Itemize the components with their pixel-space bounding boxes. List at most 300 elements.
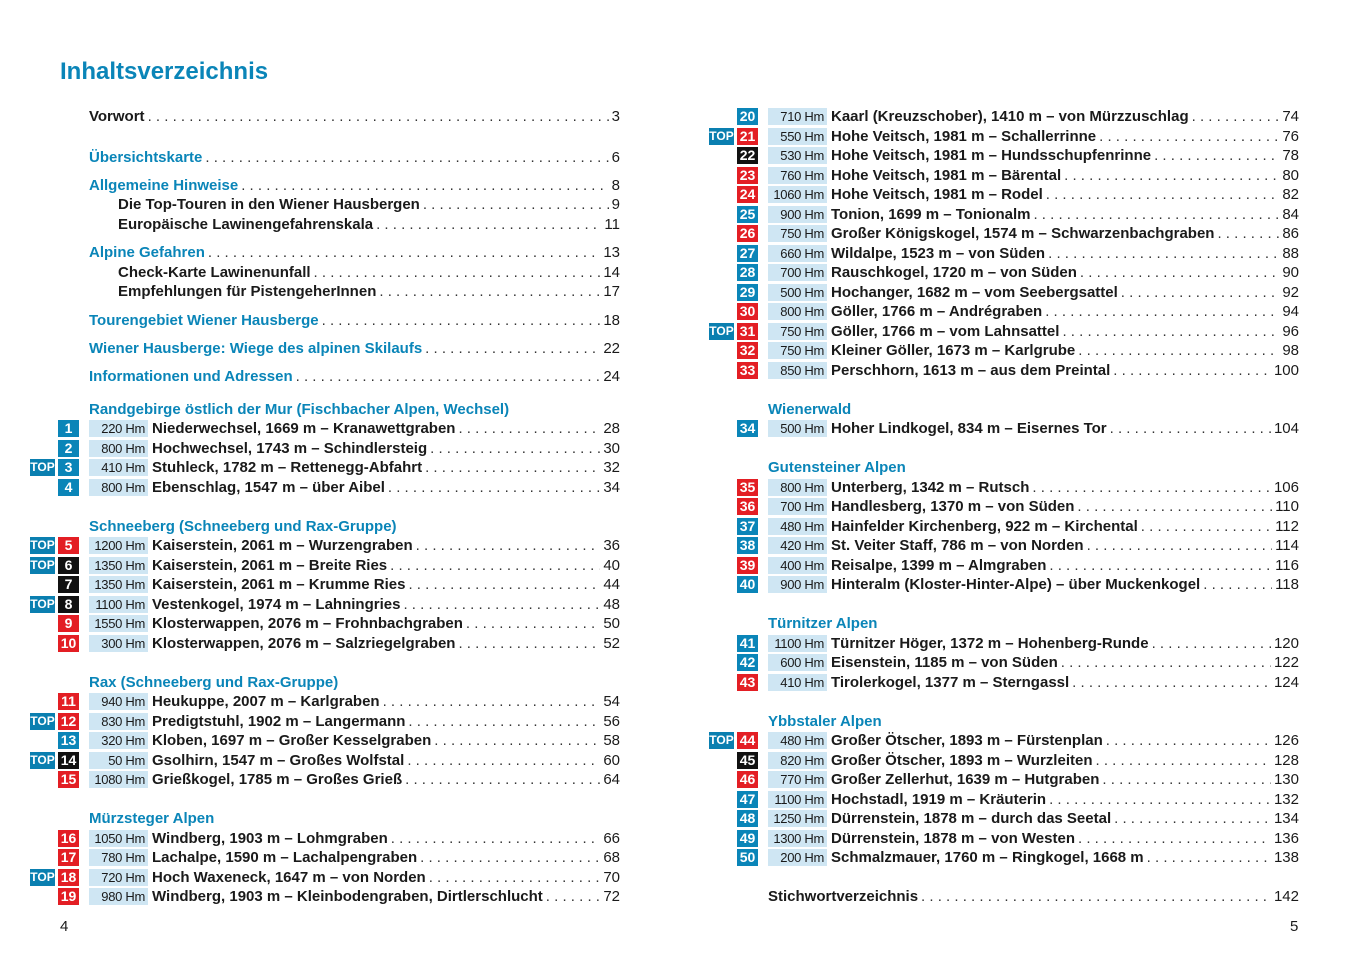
dot-leader xyxy=(1080,263,1279,282)
entry-leader xyxy=(118,263,620,282)
tour-entry[interactable] xyxy=(152,439,620,458)
dot-leader xyxy=(434,731,600,750)
entry-page: 9 xyxy=(611,196,620,213)
dot-leader xyxy=(1203,575,1272,594)
dot-leader xyxy=(1064,166,1279,185)
entry-page: 58 xyxy=(603,732,620,749)
dot-leader xyxy=(425,458,600,477)
elevation-gain-badge: 800 Hm xyxy=(89,479,148,496)
entry-leader xyxy=(831,127,1299,146)
entry-title: Ebenschlag, 1547 m – über Aibel xyxy=(152,479,385,496)
intro-entry[interactable] xyxy=(89,367,620,386)
entry-title: Heukuppe, 2007 m – Karlgraben xyxy=(152,693,380,710)
tour-entry[interactable] xyxy=(831,829,1299,848)
tour-number-badge: 46 xyxy=(737,771,758,788)
tour-number-badge: 8 xyxy=(58,596,79,613)
tour-number-badge: 21 xyxy=(737,128,758,145)
entry-title: Informationen und Adressen xyxy=(89,368,293,385)
entry-leader xyxy=(831,166,1299,185)
intro-entry[interactable] xyxy=(118,263,620,282)
dot-leader xyxy=(379,282,600,301)
entry-leader xyxy=(768,887,1299,906)
entry-title: Alpine Gefahren xyxy=(89,244,205,261)
tour-number-badge: 23 xyxy=(737,167,758,184)
entry-page: 6 xyxy=(611,149,620,166)
tour-number-badge: 32 xyxy=(737,342,758,359)
entry-leader xyxy=(152,575,620,594)
tour-entry[interactable] xyxy=(831,302,1299,321)
entry-page: 92 xyxy=(1282,284,1299,301)
entry-page: 3 xyxy=(611,108,620,125)
dot-leader xyxy=(416,536,601,555)
entry-title: Tourengebiet Wiener Hausberge xyxy=(89,312,319,329)
dot-leader xyxy=(1106,731,1271,750)
tour-entry[interactable] xyxy=(152,536,620,555)
tour-entry[interactable] xyxy=(831,809,1299,828)
entry-page: 78 xyxy=(1282,147,1299,164)
elevation-gain-badge: 980 Hm xyxy=(89,888,148,905)
entry-title: Rauschkogel, 1720 m – von Süden xyxy=(831,264,1077,281)
entry-leader xyxy=(152,634,620,653)
entry-leader xyxy=(831,497,1299,516)
entry-page: 18 xyxy=(603,312,620,329)
entry-title: Dürrenstein, 1878 m – durch das Seetal xyxy=(831,810,1112,827)
entry-leader xyxy=(831,673,1299,692)
entry-title: Kaarl (Kreuzschober), 1410 m – von Mürzzuschlag xyxy=(831,108,1189,125)
tour-number-badge: 11 xyxy=(58,693,79,710)
intro-entry[interactable] xyxy=(118,195,620,214)
tour-entry[interactable] xyxy=(152,419,620,438)
dot-leader xyxy=(322,311,601,330)
dot-leader xyxy=(1033,205,1279,224)
tour-number-badge: 42 xyxy=(737,654,758,671)
tour-entry[interactable] xyxy=(831,361,1299,380)
tour-entry[interactable] xyxy=(831,185,1299,204)
entry-title: Kleiner Göller, 1673 m – Karlgrube xyxy=(831,342,1076,359)
dot-leader xyxy=(1102,770,1271,789)
page-number-right: 5 xyxy=(1290,918,1299,935)
tour-entry[interactable] xyxy=(831,224,1299,243)
entry-page: 120 xyxy=(1273,635,1299,652)
entry-leader xyxy=(89,148,620,167)
tour-entry[interactable] xyxy=(831,283,1299,302)
tour-entry[interactable] xyxy=(152,751,620,770)
entry-page: 32 xyxy=(603,459,620,476)
elevation-gain-badge: 820 Hm xyxy=(768,752,827,769)
elevation-gain-badge: 700 Hm xyxy=(768,264,827,281)
entry-leader xyxy=(831,419,1299,438)
entry-title: Wiener Hausberge: Wiege des alpinen Skilaufs xyxy=(89,340,423,357)
tour-number-badge: 25 xyxy=(737,206,758,223)
tour-number-badge: 17 xyxy=(58,849,79,866)
tour-number-badge: 10 xyxy=(58,635,79,652)
entry-page: 130 xyxy=(1273,771,1299,788)
entry-title: Hoher Lindkogel, 834 m – Eisernes Tor xyxy=(831,420,1107,437)
intro-entry[interactable] xyxy=(89,176,620,195)
entry-leader xyxy=(831,224,1299,243)
tour-number-badge: 2 xyxy=(58,440,79,457)
tour-number-badge: 26 xyxy=(737,225,758,242)
dot-leader xyxy=(1046,185,1280,204)
dot-leader xyxy=(391,829,601,848)
section-heading: Ybbstaler Alpen xyxy=(768,713,882,730)
entry-page: 64 xyxy=(603,771,620,788)
entry-title: Lachalpe, 1590 m – Lachalpengraben xyxy=(152,849,418,866)
top-badge: TOP xyxy=(30,460,55,474)
tour-number-badge: 33 xyxy=(737,362,758,379)
entry-leader xyxy=(152,829,620,848)
intro-entry[interactable] xyxy=(118,282,620,301)
tour-entry[interactable] xyxy=(152,731,620,750)
tour-entry[interactable] xyxy=(831,205,1299,224)
entry-title: Übersichtskarte xyxy=(89,149,203,166)
entry-title: Wildalpe, 1523 m – von Süden xyxy=(831,245,1046,262)
dot-leader xyxy=(1152,634,1271,653)
intro-entry[interactable] xyxy=(89,243,620,262)
entry-page: 50 xyxy=(603,615,620,632)
top-badge: TOP xyxy=(30,753,55,767)
tour-entry[interactable] xyxy=(152,829,620,848)
dot-leader xyxy=(423,195,609,214)
entry-page: 11 xyxy=(604,216,620,233)
tour-number-badge: 36 xyxy=(737,498,758,515)
entry-leader xyxy=(831,790,1299,809)
elevation-gain-badge: 1100 Hm xyxy=(89,596,148,613)
tour-number-badge: 13 xyxy=(58,732,79,749)
entry-title: Unterberg, 1342 m – Rutsch xyxy=(831,479,1030,496)
dot-leader xyxy=(1154,146,1279,165)
entry-leader xyxy=(89,311,620,330)
tour-entry[interactable] xyxy=(831,556,1299,575)
tour-entry[interactable] xyxy=(831,634,1299,653)
elevation-gain-badge: 1100 Hm xyxy=(768,635,827,652)
tour-entry[interactable] xyxy=(831,848,1299,867)
tour-entry[interactable] xyxy=(831,517,1299,536)
tour-entry[interactable] xyxy=(831,322,1299,341)
tour-number-badge: 9 xyxy=(58,615,79,632)
tour-entry[interactable] xyxy=(831,166,1299,185)
entry-page: 122 xyxy=(1273,654,1299,671)
entry-page: 28 xyxy=(603,420,620,437)
elevation-gain-badge: 800 Hm xyxy=(768,303,827,320)
elevation-gain-badge: 1350 Hm xyxy=(89,576,148,593)
entry-page: 56 xyxy=(603,713,620,730)
tour-number-badge: 35 xyxy=(737,479,758,496)
entry-page: 44 xyxy=(603,576,620,593)
entry-leader xyxy=(152,595,620,614)
dot-leader xyxy=(546,887,601,906)
tour-number-badge: 14 xyxy=(58,752,79,769)
tour-number-badge: 29 xyxy=(737,284,758,301)
tour-number-badge: 24 xyxy=(737,186,758,203)
elevation-gain-badge: 710 Hm xyxy=(768,108,827,125)
entry-title: Hochstadl, 1919 m – Kräuterin xyxy=(831,791,1047,808)
dot-leader xyxy=(1099,127,1279,146)
tour-number-badge: 3 xyxy=(58,459,79,476)
elevation-gain-badge: 600 Hm xyxy=(768,654,827,671)
tour-entry[interactable] xyxy=(831,497,1299,516)
tour-entry[interactable] xyxy=(831,731,1299,750)
entry-leader xyxy=(831,770,1299,789)
tour-number-badge: 22 xyxy=(737,147,758,164)
entry-leader xyxy=(152,536,620,555)
tour-entry[interactable] xyxy=(831,127,1299,146)
entry-title: Klosterwappen, 2076 m – Frohnbachgraben xyxy=(152,615,463,632)
tour-entry[interactable] xyxy=(152,575,620,594)
tour-entry[interactable] xyxy=(152,478,620,497)
intro-entry[interactable] xyxy=(89,148,620,167)
tour-number-badge: 7 xyxy=(58,576,79,593)
tour-entry[interactable] xyxy=(152,887,620,906)
tour-number-badge: 12 xyxy=(58,713,79,730)
tour-entry[interactable] xyxy=(152,634,620,653)
tour-entry[interactable] xyxy=(831,419,1299,438)
entry-title: Tonion, 1699 m – Tonionalm xyxy=(831,206,1031,223)
tour-entry[interactable] xyxy=(152,458,620,477)
tour-entry[interactable] xyxy=(831,263,1299,282)
dot-leader xyxy=(148,107,609,126)
tour-entry[interactable] xyxy=(152,614,620,633)
entry-page: 96 xyxy=(1282,323,1299,340)
entry-title: Tirolerkogel, 1377 m – Sterngassl xyxy=(831,674,1070,691)
tour-entry[interactable] xyxy=(152,595,620,614)
entry-title: Windberg, 1903 m – Kleinbodengraben, Dirtlerschlucht xyxy=(152,888,543,905)
elevation-gain-badge: 900 Hm xyxy=(768,576,827,593)
tour-number-badge: 4 xyxy=(58,479,79,496)
dot-leader xyxy=(425,339,600,358)
entry-title: Predigtstuhl, 1902 m – Langermann xyxy=(152,713,406,730)
entry-page: 72 xyxy=(603,888,620,905)
intro-entry[interactable] xyxy=(118,215,620,234)
elevation-gain-badge: 320 Hm xyxy=(89,732,148,749)
tour-entry[interactable] xyxy=(831,653,1299,672)
tour-number-badge: 5 xyxy=(58,537,79,554)
entry-leader xyxy=(831,517,1299,536)
tour-entry[interactable] xyxy=(831,790,1299,809)
entry-leader xyxy=(152,478,620,497)
tour-number-badge: 20 xyxy=(737,108,758,125)
tour-number-badge: 18 xyxy=(58,869,79,886)
entry-page: 86 xyxy=(1282,225,1299,242)
entry-page: 126 xyxy=(1273,732,1299,749)
tour-entry[interactable] xyxy=(152,848,620,867)
tour-number-badge: 39 xyxy=(737,557,758,574)
dot-leader xyxy=(466,614,600,633)
elevation-gain-badge: 1550 Hm xyxy=(89,615,148,632)
tour-number-badge: 31 xyxy=(737,323,758,340)
entry-page: 82 xyxy=(1282,186,1299,203)
index-entry[interactable] xyxy=(768,887,1299,906)
dot-leader xyxy=(403,595,600,614)
dot-leader xyxy=(1049,556,1272,575)
entry-title: Europäische Lawinengefahrenskala xyxy=(118,216,374,233)
entry-leader xyxy=(831,751,1299,770)
entry-page: 132 xyxy=(1273,791,1299,808)
entry-leader xyxy=(831,146,1299,165)
entry-leader xyxy=(831,341,1299,360)
entry-title: Hohe Veitsch, 1981 m – Hundsschupfenrinne xyxy=(831,147,1152,164)
entry-page: 54 xyxy=(603,693,620,710)
entry-leader xyxy=(152,419,620,438)
dot-leader xyxy=(420,848,600,867)
entry-title: Hainfelder Kirchenberg, 922 m – Kirchental xyxy=(831,518,1138,535)
entry-page: 94 xyxy=(1282,303,1299,320)
entry-leader xyxy=(152,692,620,711)
entry-leader xyxy=(152,458,620,477)
entry-page: 110 xyxy=(1275,498,1299,515)
dot-leader xyxy=(1121,283,1280,302)
dot-leader xyxy=(458,419,600,438)
entry-title: Hohe Veitsch, 1981 m – Bärental xyxy=(831,167,1062,184)
tour-entry[interactable] xyxy=(831,673,1299,692)
entry-leader xyxy=(152,712,620,731)
entry-page: 36 xyxy=(603,537,620,554)
intro-entry[interactable] xyxy=(89,107,620,126)
top-badge: TOP xyxy=(709,129,734,143)
intro-entry[interactable] xyxy=(89,339,620,358)
tour-entry[interactable] xyxy=(831,341,1299,360)
section-heading: Schneeberg (Schneeberg und Rax-Gruppe) xyxy=(89,518,397,535)
tour-number-badge: 40 xyxy=(737,576,758,593)
entry-leader xyxy=(831,536,1299,555)
entry-title: Großer Königskogel, 1574 m – Schwarzenbachgraben xyxy=(831,225,1215,242)
entry-title: Klosterwappen, 2076 m – Salzriegelgraben xyxy=(152,635,456,652)
entry-title: Hohe Veitsch, 1981 m – Rodel xyxy=(831,186,1043,203)
tour-entry[interactable] xyxy=(831,575,1299,594)
entry-title: Hochanger, 1682 m – vom Seebergsattel xyxy=(831,284,1118,301)
elevation-gain-badge: 550 Hm xyxy=(768,128,827,145)
top-badge: TOP xyxy=(30,558,55,572)
entry-leader xyxy=(152,439,620,458)
entry-leader xyxy=(89,339,620,358)
tour-number-badge: 44 xyxy=(737,732,758,749)
elevation-gain-badge: 660 Hm xyxy=(768,245,827,262)
entry-title: Schmalzmauer, 1760 m – Ringkogel, 1668 m xyxy=(831,849,1144,866)
dot-leader xyxy=(1045,302,1279,321)
intro-entry[interactable] xyxy=(89,311,620,330)
tour-entry[interactable] xyxy=(152,770,620,789)
page-number-left: 4 xyxy=(60,918,69,935)
entry-leader xyxy=(831,829,1299,848)
entry-page: 40 xyxy=(603,557,620,574)
entry-page: 100 xyxy=(1273,362,1299,379)
tour-entry[interactable] xyxy=(831,107,1299,126)
entry-title: Stuhleck, 1782 m – Rettenegg-Abfahrt xyxy=(152,459,423,476)
elevation-gain-badge: 800 Hm xyxy=(89,440,148,457)
entry-page: 118 xyxy=(1275,576,1299,593)
dot-leader xyxy=(1078,829,1271,848)
elevation-gain-badge: 400 Hm xyxy=(768,557,827,574)
entry-leader xyxy=(152,614,620,633)
entry-title: Kloben, 1697 m – Großer Kesselgraben xyxy=(152,732,432,749)
tour-entry[interactable] xyxy=(152,712,620,731)
entry-title: Eisenstein, 1185 m – von Süden xyxy=(831,654,1058,671)
tour-number-badge: 38 xyxy=(737,537,758,554)
tour-number-badge: 27 xyxy=(737,245,758,262)
top-badge: TOP xyxy=(30,538,55,552)
entry-leader xyxy=(118,215,620,234)
tour-number-badge: 1 xyxy=(58,420,79,437)
top-badge: TOP xyxy=(30,597,55,611)
entry-leader xyxy=(831,478,1299,497)
entry-title: Dürrenstein, 1878 m – von Westen xyxy=(831,830,1075,847)
elevation-gain-badge: 1250 Hm xyxy=(768,810,827,827)
entry-title: Großer Ötscher, 1893 m – Wurzleiten xyxy=(831,752,1093,769)
tour-entry[interactable] xyxy=(152,556,620,575)
entry-title: Stichwortverzeichnis xyxy=(768,888,919,905)
elevation-gain-badge: 420 Hm xyxy=(768,537,827,554)
entry-page: 128 xyxy=(1273,752,1299,769)
entry-title: Kaiserstein, 2061 m – Krumme Ries xyxy=(152,576,406,593)
tour-entry[interactable] xyxy=(831,244,1299,263)
entry-page: 124 xyxy=(1273,674,1299,691)
tour-number-badge: 34 xyxy=(737,420,758,437)
top-badge: TOP xyxy=(709,324,734,338)
entry-page: 30 xyxy=(603,440,620,457)
elevation-gain-badge: 410 Hm xyxy=(89,459,148,476)
dot-leader xyxy=(383,692,601,711)
entry-page: 8 xyxy=(611,177,620,194)
entry-page: 14 xyxy=(603,264,620,281)
tour-entry[interactable] xyxy=(831,751,1299,770)
dot-leader xyxy=(1087,536,1273,555)
dot-leader xyxy=(1141,517,1272,536)
tour-entry[interactable] xyxy=(831,536,1299,555)
entry-title: Windberg, 1903 m – Lohmgraben xyxy=(152,830,388,847)
tour-number-badge: 37 xyxy=(737,518,758,535)
elevation-gain-badge: 530 Hm xyxy=(768,147,827,164)
entry-title: Check-Karte Lawinenunfall xyxy=(118,264,311,281)
tour-entry[interactable] xyxy=(831,478,1299,497)
tour-entry[interactable] xyxy=(831,146,1299,165)
entry-leader xyxy=(831,322,1299,341)
entry-title: Hohe Veitsch, 1981 m – Schallerrinne xyxy=(831,128,1097,145)
elevation-gain-badge: 1060 Hm xyxy=(768,186,827,203)
section-heading: Mürzsteger Alpen xyxy=(89,810,215,827)
elevation-gain-badge: 850 Hm xyxy=(768,362,827,379)
elevation-gain-badge: 50 Hm xyxy=(89,752,148,769)
dot-leader xyxy=(1048,244,1279,263)
entry-title: Großer Zellerhut, 1639 m – Hutgraben xyxy=(831,771,1100,788)
entry-title: Handlesberg, 1370 m – von Süden xyxy=(831,498,1075,515)
entry-title: Perschhorn, 1613 m – aus dem Preintal xyxy=(831,362,1111,379)
dot-leader xyxy=(205,148,608,167)
tour-number-badge: 28 xyxy=(737,264,758,281)
tour-number-badge: 49 xyxy=(737,830,758,847)
entry-leader xyxy=(831,653,1299,672)
entry-page: 48 xyxy=(603,596,620,613)
entry-title: Göller, 1766 m – Andrégraben xyxy=(831,303,1043,320)
tour-entry[interactable] xyxy=(831,770,1299,789)
dot-leader xyxy=(430,439,600,458)
tour-entry[interactable] xyxy=(152,868,620,887)
dot-leader xyxy=(1110,419,1271,438)
dot-leader xyxy=(1113,361,1271,380)
dot-leader xyxy=(405,770,600,789)
elevation-gain-badge: 1300 Hm xyxy=(768,830,827,847)
elevation-gain-badge: 830 Hm xyxy=(89,713,148,730)
tour-entry[interactable] xyxy=(152,692,620,711)
entry-leader xyxy=(831,634,1299,653)
dot-leader xyxy=(376,215,601,234)
dot-leader xyxy=(241,176,608,195)
entry-leader xyxy=(118,282,620,301)
section-heading: Rax (Schneeberg und Rax-Gruppe) xyxy=(89,674,339,691)
tour-number-badge: 6 xyxy=(58,557,79,574)
entry-leader xyxy=(831,205,1299,224)
top-badge: TOP xyxy=(30,714,55,728)
section-heading: Gutensteiner Alpen xyxy=(768,459,906,476)
